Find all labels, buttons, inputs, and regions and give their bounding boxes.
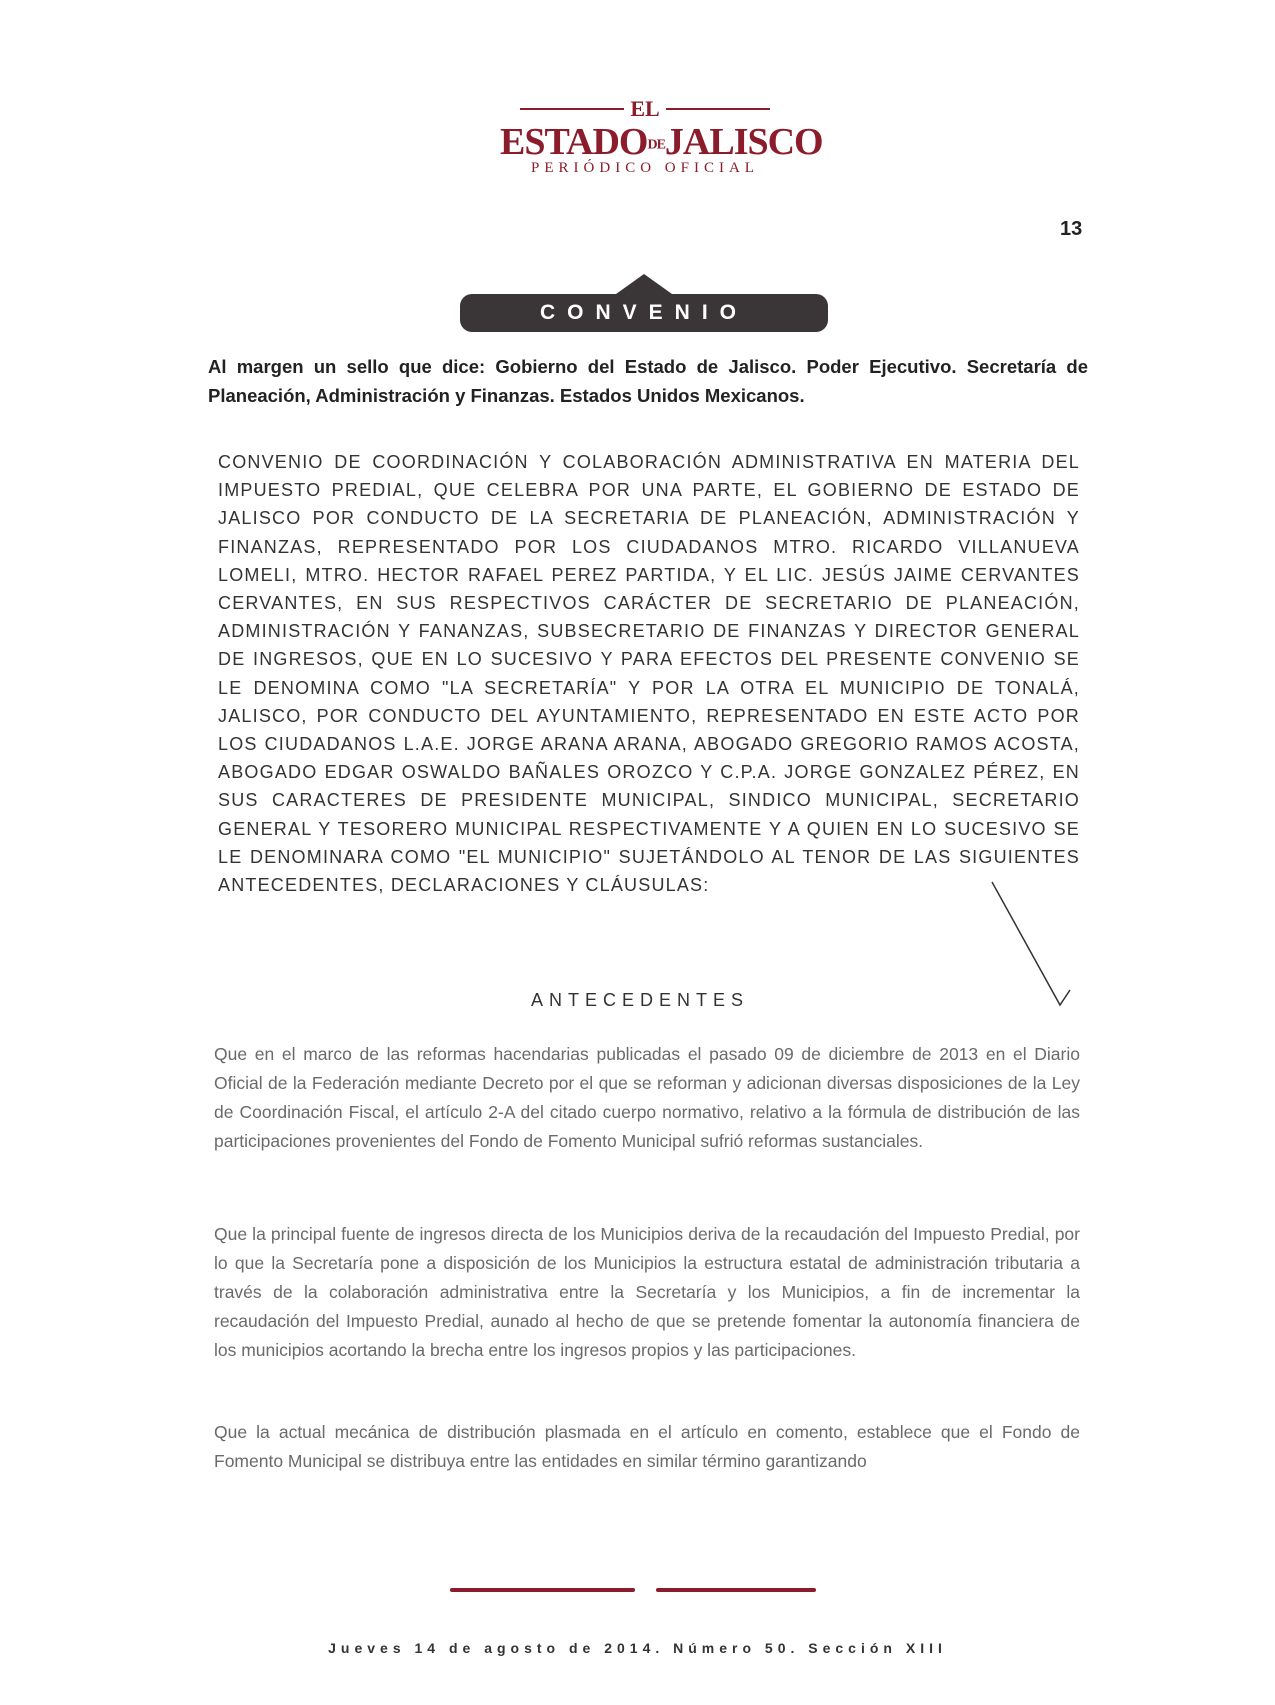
margin-note: Al margen un sello que dice: Gobierno del Estado de Jalisco. Poder Ejecutivo. Secretaría de Planeación, Administración y Finanzas. Estados Unidos Mexicanos. — [208, 356, 1088, 406]
footer-issue-info: Jueves 14 de agosto de 2014. Número 50. Sección XIII — [328, 1640, 947, 1656]
antecedente-paragraph-1: Que en el marco de las reformas hacendarias publicadas el pasado 09 de diciembre de 2013 en el Diario Oficial de la Federación mediante Decreto por el que se reforman y adicionan diversas disposiciones de la Ley de Coordinación Fiscal, el artículo 2-A del citado cuerpo normativo, relativo a la fórmula de distribución de las participaciones provenientes del Fondo de Fomento Municipal sufrió reformas sustanciales. — [214, 1044, 1080, 1151]
masthead-logo — [500, 90, 823, 180]
convenio-preamble: CONVENIO DE COORDINACIÓN Y COLABORACIÓN ADMINISTRATIVA EN MATERIA DEL IMPUESTO PREDIAL, QUE CELEBRA POR UNA PARTE, EL GOBIERNO DE ESTADO DE JALISCO POR CONDUCTO DE LA SECRETARIA DE PLANEACIÓN, ADMINISTRACIÓN Y FINANZAS, REPRESENTADO POR LOS CIUDADANOS MTRO. RICARDO VILLANUEVA LOMELI, MTRO. HECTOR RAFAEL PEREZ PARTIDA, Y EL LIC. JESÚS JAIME CERVANTES CERVANTES, EN SUS RESPECTIVOS CARÁCTER DE SECRETARIO DE PLANEACIÓN, ADMINISTRACIÓN Y FANANZAS, SUBSECRETARIO DE FINANZAS Y DIRECTOR GENERAL DE INGRESOS, QUE EN LO SUCESIVO Y PARA EFECTOS DEL PRESENTE CONVENIO SE LE DENOMINA COMO "LA SECRETARÍA" Y POR LA OTRA EL MUNICIPIO DE TONALÁ, JALISCO, POR CONDUCTO DEL AYUNTAMIENTO, REPRESENTADO EN ESTE ACTO POR LOS CIUDADANOS L.A.E. JORGE ARANA ARANA, ABOGADO GREGORIO RAMOS ACOSTA, ABOGADO EDGAR OSWALDO BAÑALES OROZCO Y C.P.A. JORGE GONZALEZ PÉREZ, EN SUS CARACTERES DE PRESIDENTE MUNICIPAL, SINDICO MUNICIPAL, SECRETARIO GENERAL Y TESORERO MUNICIPAL RESPECTIVAMENTE Y A QUIEN EN LO SUCESIVO SE LE DENOMINARA COMO "EL MUNICIPIO" SUJETÁNDOLO AL TENOR DE LAS SIGUIENTES ANTECEDENTES, DECLARACIONES Y CLÁUSULAS: — [218, 452, 1080, 896]
banner-notch — [616, 274, 672, 294]
banner-label: CONVENIO — [539, 301, 748, 324]
handwritten-mark — [990, 880, 1080, 1020]
antecedente-paragraph-2: Que la principal fuente de ingresos directa de los Municipios deriva de la recaudación del Impuesto Predial, por lo que la Secretaría pone a disposición de los Municipios la estructura estatal de administración tributaria a través de la colaboración administrativa entre la Secretaría y los Municipios, a fin de incrementar la recaudación del Impuesto Predial, aunado al hecho de que se pretende fomentar la autonomía financiera de los municipios acortando la brecha entre los ingresos propios y las participaciones. — [214, 1224, 1080, 1360]
masthead-el: EL — [500, 96, 790, 122]
section-title: ANTECEDENTES — [530, 990, 750, 1010]
masthead-subtitle: PERIÓDICO OFICIAL — [531, 160, 759, 176]
antecedente-paragraph-3: Que la actual mecánica de distribución plasmada en el artículo en comento, establece que el Fondo de Fomento Municipal se distribuya entre las entidades en similar término garantizando — [214, 1422, 1080, 1471]
footer-rule-right — [656, 1588, 816, 1592]
footer-rule-left — [450, 1588, 635, 1592]
section-banner — [460, 294, 828, 332]
page-number: 13 — [1060, 218, 1083, 240]
masthead-title: ESTADODEJALISCO — [500, 121, 823, 163]
